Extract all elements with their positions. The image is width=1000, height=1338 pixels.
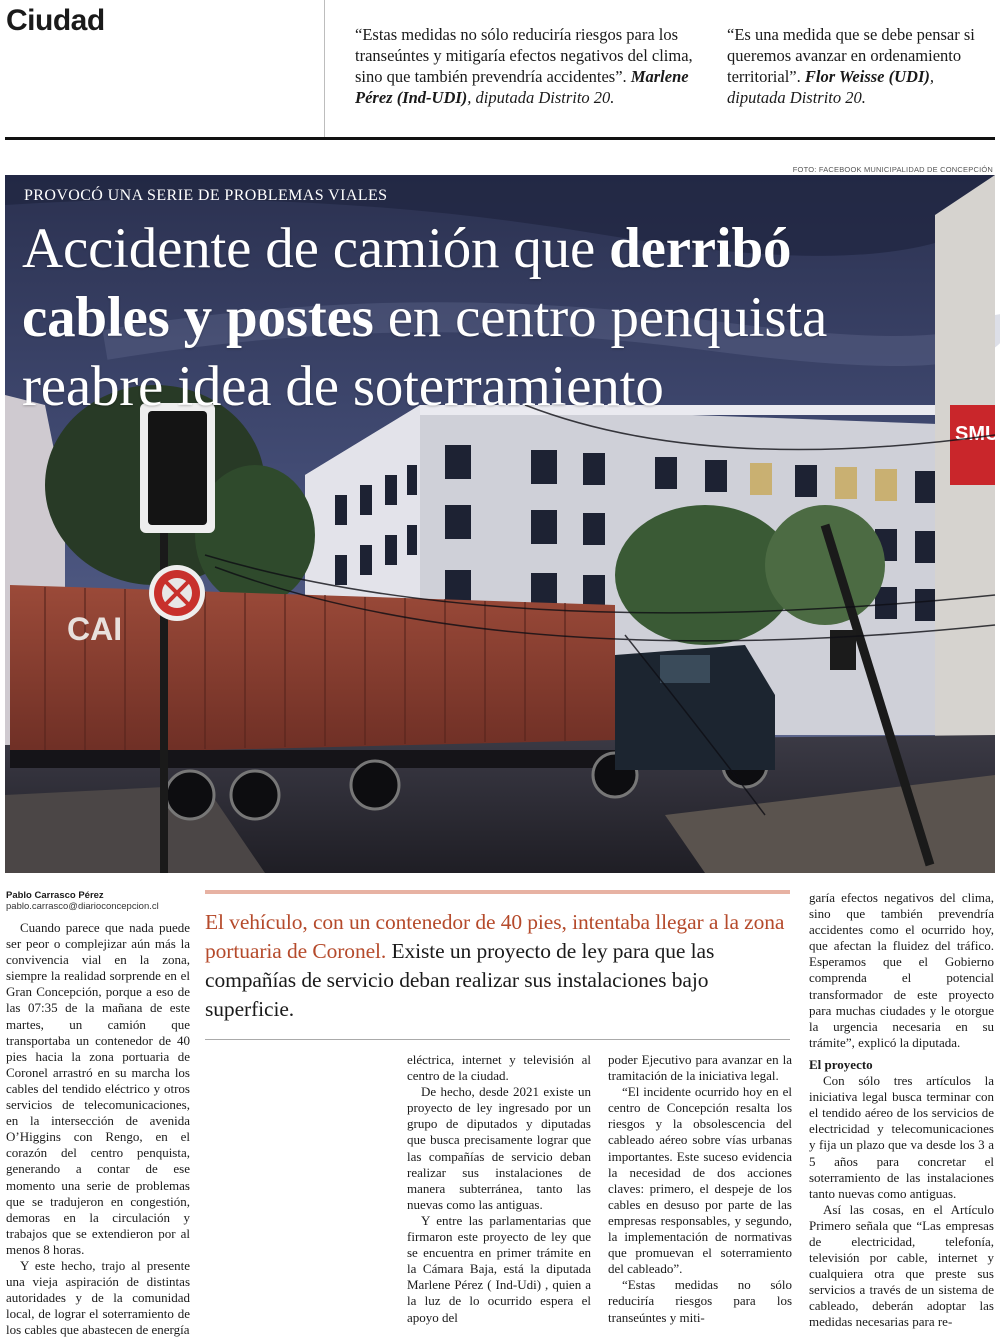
- section-label: Ciudad: [6, 4, 105, 37]
- subhead: El proyecto: [809, 1056, 873, 1072]
- author-email: pablo.carrasco@diarioconcepcion.cl: [6, 901, 159, 912]
- byline: [6, 890, 159, 912]
- column-divider: [324, 0, 325, 138]
- body-column-4: [809, 890, 994, 1331]
- body-column-2: [407, 1052, 591, 1326]
- header-rule: [5, 137, 995, 140]
- article-lead: El vehículo, con un contenedor de 40 pies, intentaba llegar a la zona portuaria de Coronel. Existe un proyecto de ley para que las compañías de servicio deban realizar sus instalaciones bajo superficie.: [205, 910, 785, 1021]
- quote-attribution: Marlene Pérez (Ind-UDI), diputada Distrito 20.: [355, 67, 689, 107]
- body-column-1: [6, 920, 190, 1338]
- lead-box: [205, 890, 790, 1040]
- container-brand: CAI: [67, 611, 123, 647]
- article-kicker: PROVOCÓ UNA SERIE DE PROBLEMAS VIALES: [24, 187, 388, 204]
- paragraph: Cuando parece que nada puede ser peor o complejizar aún más la convivencia vial en la zona, siempre la realidad sorprende en el Gran Concepción, porque a eso de las 07:35 de la mañana de este martes, un camión que transportaba un contenedor de 40 pies hacia la zona portuaria de Coronel arrastró en su marcha los cables del tendido eléctrico y otros servicios de telecomunicaciones, en la intersección de avenida O’Higgins con Rengo, en el corazón del centro penquista, generando a contar de ese momento una serie de problemas que se tradujeron en congestión, demoras en la circulación y trabajos que se extendieron por al menos 8 horas.: [6, 920, 190, 1257]
- paragraph: garía efectos negativos del clima, sino que también prevendría accidentes como el ocurrido hoy, que afectan la fluidez del tráfico. Esperamos que el Gobierno comprenda el potencial transformador de este proyecto para muchas ciudades y le otorgue la urgencia necesaria en su trámite”, explicó la diputada.: [809, 890, 994, 1050]
- quote-attribution: Flor Weisse (UDI), diputada Distrito 20.: [727, 67, 934, 107]
- paragraph: Y entre las parlamentarias que firmaron este proyecto de ley que se encuentra en primer trámite en la Cámara Baja, está la diputada Marlene Pérez ( Ind-Udi) , quien a la luz de lo ocurrido espera el apoyo del: [407, 1212, 591, 1325]
- article-headline: Accidente de camión que derribó cables y postes en centro penquista reabre idea de soterramiento: [22, 217, 828, 418]
- paragraph: Y este hecho, trajo al presente una vieja aspiración de distintas autoridades y de la comunidad local, de lograr el soterramiento de los cables que abastecen de energía: [6, 1257, 190, 1338]
- quote-text: “Es una medida que se debe pensar si queremos avanzar en ordenamiento territorial”.: [727, 25, 975, 86]
- quote-text: “Estas medidas no sólo reduciría riesgos para los transeúntes y mitigaría efectos negativos del clima, sino que también prevendría accidentes”.: [355, 25, 693, 86]
- paragraph: poder Ejecutivo para avanzar en la tramitación de la iniciativa legal.: [608, 1052, 792, 1084]
- pull-quote-perez: [355, 24, 700, 108]
- author-name: Pablo Carrasco Pérez: [6, 890, 104, 901]
- body-column-3: [608, 1052, 792, 1326]
- paragraph: De hecho, desde 2021 existe un proyecto de ley ingresado por un grupo de diputados y diputadas que busca precisamente lograr que las compañías de servicio deban realizar sus instalaciones de manera subterránea, tanto las nuevas como las antiguas.: [407, 1084, 591, 1212]
- paragraph: Con sólo tres artículos la iniciativa legal busca terminar con el tendido aéreo de los servicios de electricidad y telecomunicaciones y fija un plazo que va desde los 3 a 5 años para concretar el soterramiento de las instalaciones tanto nuevas como antiguas.: [809, 1073, 994, 1201]
- paragraph: eléctrica, internet y televisión al centro de la ciudad.: [407, 1052, 591, 1084]
- paragraph: Así las cosas, en el Artículo Primero señala que “Las empresas de electricidad, telefonía, televisión por cable, internet y cualquiera otra que preste sus servicios a través de un sistema de cableado, deberán adoptar las medidas necesarias para re-: [809, 1201, 994, 1330]
- paragraph: “El incidente ocurrido hoy en el centro de Concepción resalta los riesgos y la obsolescencia del cableado aéreo sobre vías urbanas importantes. Este suceso evidencia la necesidad de dos acciones claves: primero, el despeje de los cables en desuso por parte de las empresas responsables, y segundo, la implementación de normativas que promuevan el soterramiento del cableado”.: [608, 1084, 792, 1277]
- paragraph: “Estas medidas no sólo reduciría riesgos para los transeúntes y miti-: [608, 1277, 792, 1325]
- pull-quote-weisse: [727, 24, 987, 108]
- photo-credit: FOTO: FACEBOOK MUNICIPALIDAD DE CONCEPCIÓN: [792, 165, 993, 174]
- smu-sign: SMU: [955, 423, 1000, 445]
